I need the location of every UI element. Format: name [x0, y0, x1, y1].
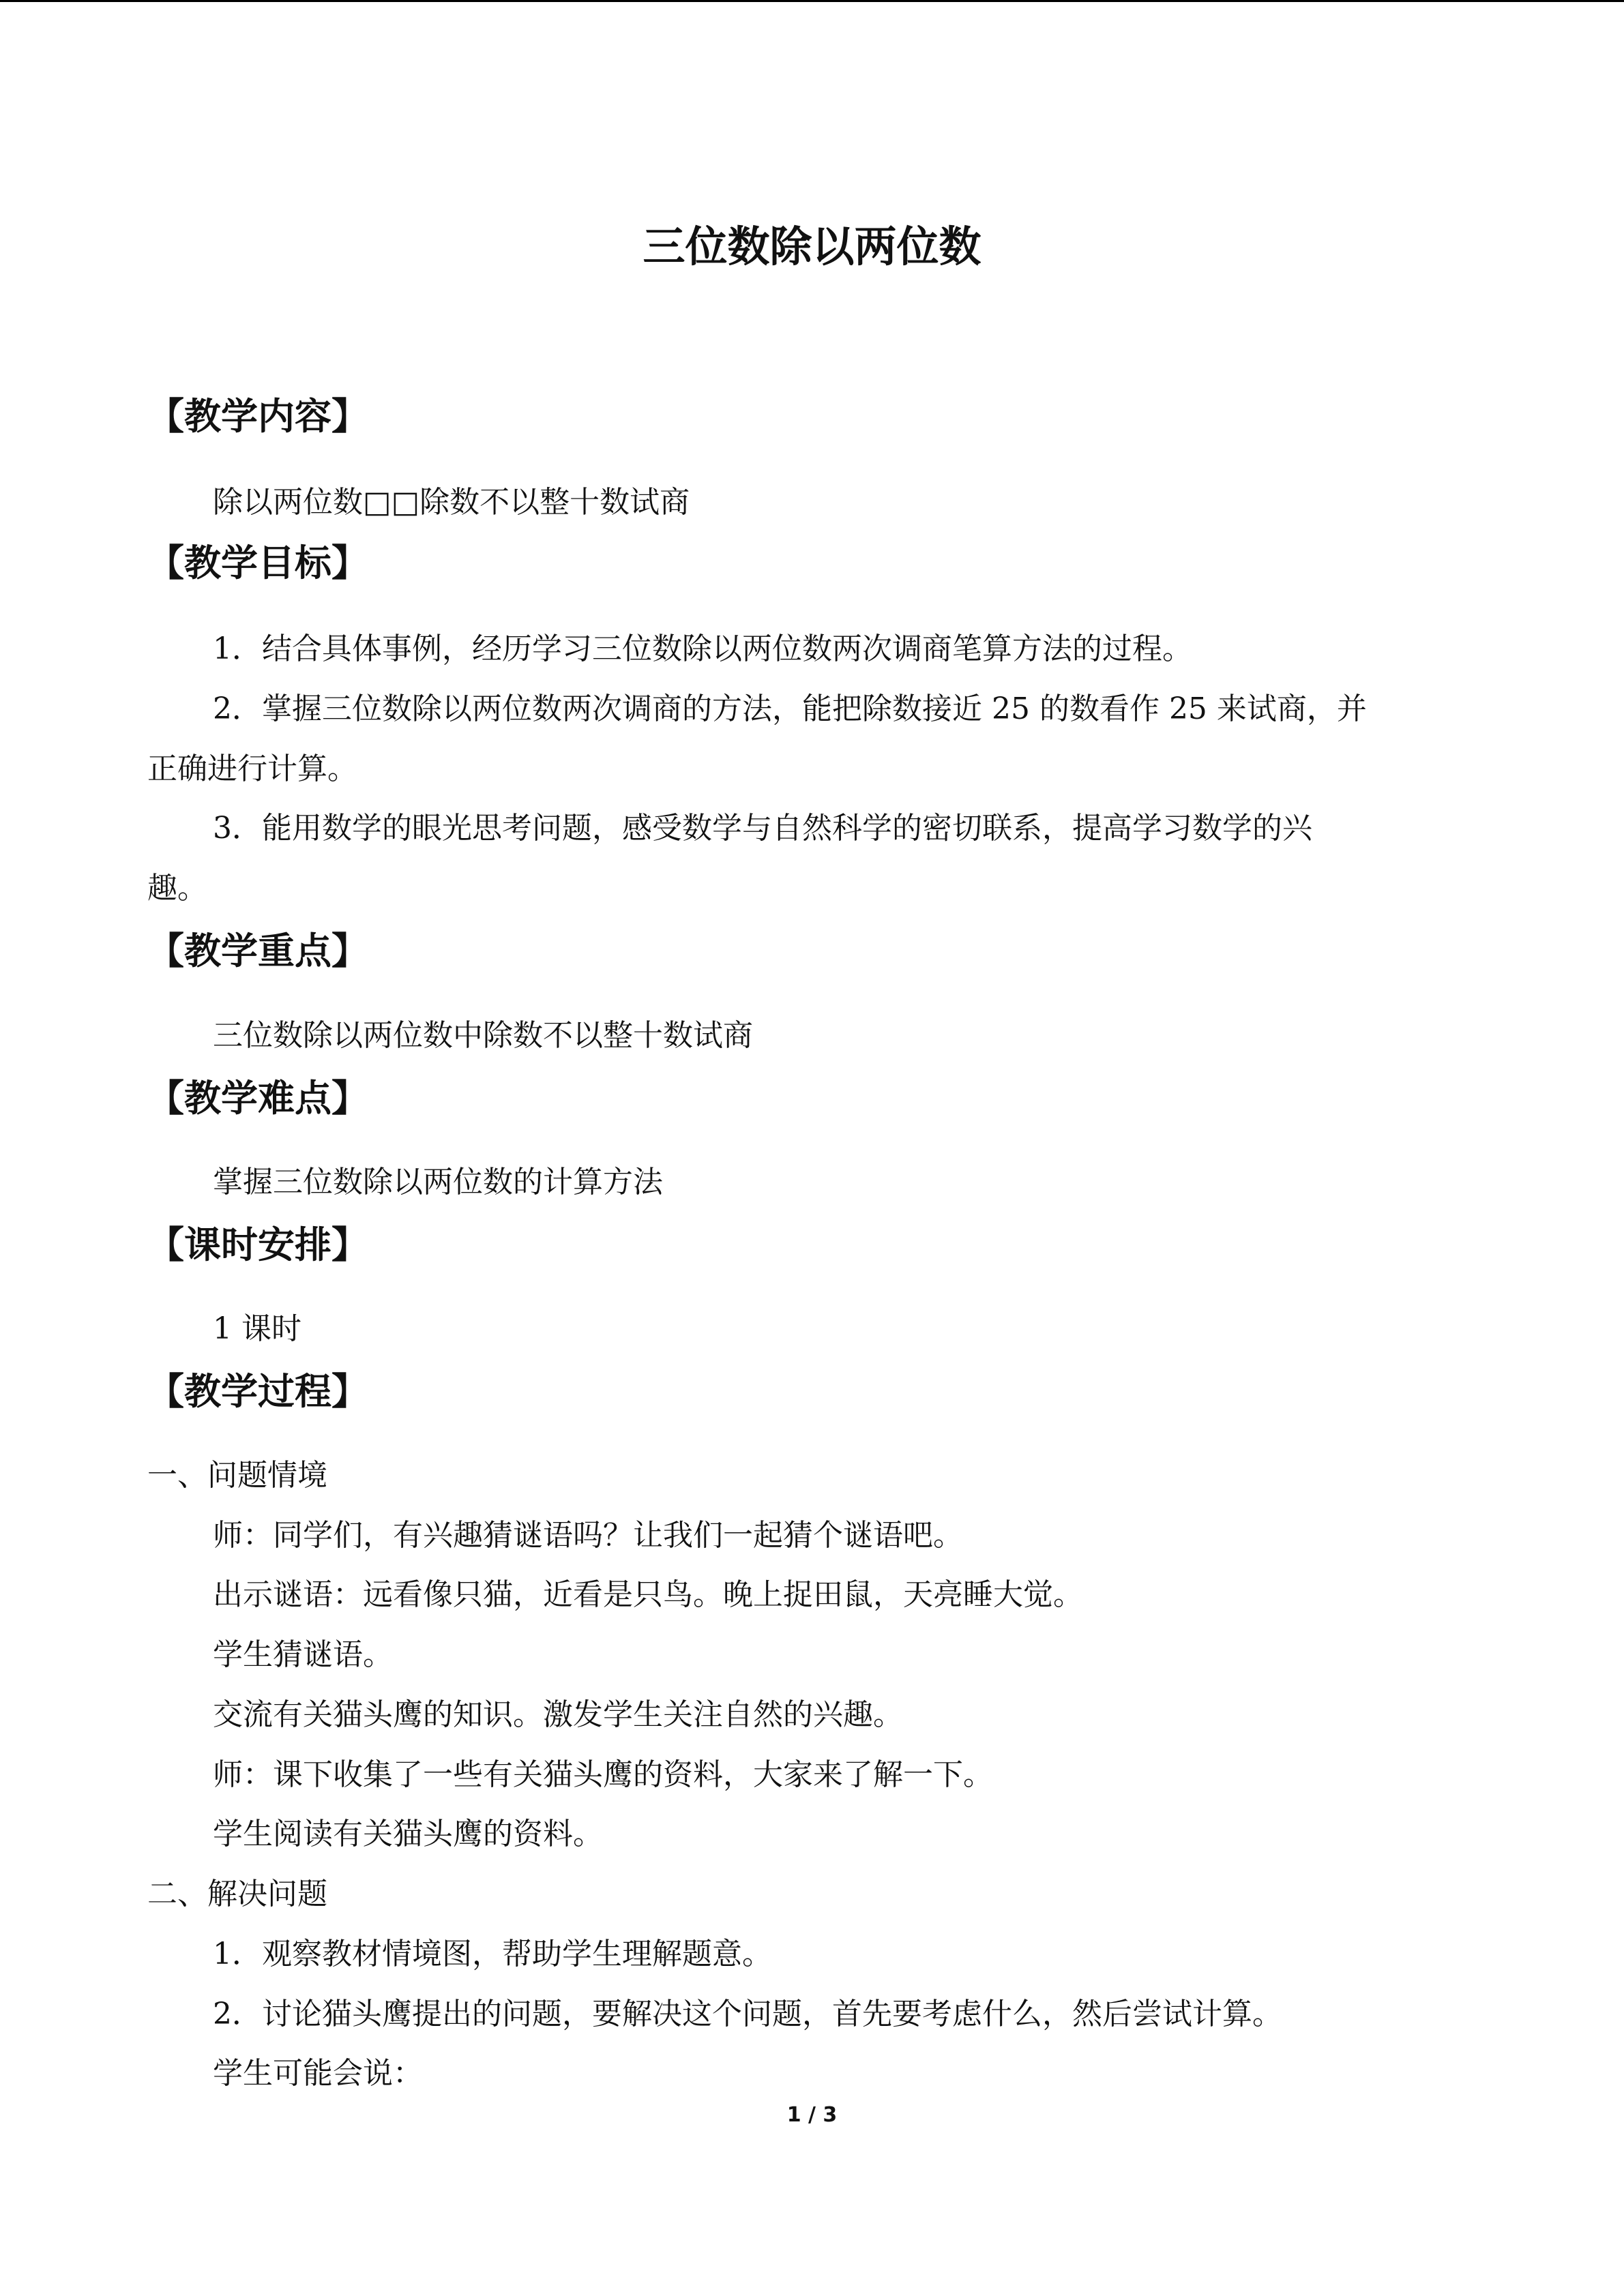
goal-3-line-2: 趣。 [147, 871, 207, 906]
process-part-2-line: 2．讨论猫头鹰提出的问题，要解决这个问题，首先要考虑什么，然后尝试计算。 [213, 1997, 1282, 2031]
process-part-1-line: 交流有关猫头鹰的知识。激发学生关注自然的兴趣。 [213, 1697, 903, 1732]
difficulties-text: 掌握三位数除以两位数的计算方法 [213, 1165, 663, 1199]
page-number: 1 / 3 [786, 2103, 838, 2127]
process-part-1-line: 师：同学们，有兴趣猜谜语吗？让我们一起猜个谜语吧。 [213, 1518, 963, 1553]
process-part-1-line: 出示谜语：远看像只猫，近看是只鸟。晚上捉田鼠，天亮睡大觉。 [213, 1577, 1083, 1612]
page-title: 三位数除以两位数 [643, 222, 981, 271]
heading-difficulties: 【教学难点】 [147, 1076, 368, 1120]
process-part-2-line: 学生可能会说： [213, 2056, 423, 2091]
goal-2-line-2: 正确进行计算。 [147, 751, 357, 786]
goal-2-line-1: 2．掌握三位数除以两位数两次调商的方法，能把除数接近 25 的数看作 25 来试商，并 [213, 691, 1367, 726]
process-part-1-line: 学生猜谜语。 [213, 1637, 393, 1672]
process-part-1-line: 师：课下收集了一些有关猫头鹰的资料，大家来了解一下。 [213, 1757, 993, 1792]
goal-3-line-1: 3．能用数学的眼光思考问题，感受数学与自然科学的密切联系，提高学习数学的兴 [213, 811, 1312, 846]
process-part-1-title: 一、问题情境 [147, 1458, 327, 1493]
key-points-text: 三位数除以两位数中除数不以整十数试商 [213, 1018, 753, 1053]
page-top-border [0, 0, 1624, 2]
process-part-1-line: 学生阅读有关猫头鹰的资料。 [213, 1817, 603, 1851]
schedule-text: 1 课时 [213, 1311, 301, 1346]
teaching-content-text: 除以两位数□□除数不以整十数试商 [213, 485, 690, 520]
heading-key-points: 【教学重点】 [147, 929, 368, 972]
process-part-2-line: 1．观察教材情境图，帮助学生理解题意。 [213, 1937, 772, 1971]
heading-schedule: 【课时安排】 [147, 1223, 368, 1266]
goal-1: 1．结合具体事例，经历学习三位数除以两位数两次调商笔算方法的过程。 [213, 631, 1192, 666]
process-part-2-title: 二、解决问题 [147, 1877, 327, 1911]
heading-teaching-process: 【教学过程】 [147, 1369, 368, 1413]
heading-teaching-goals: 【教学目标】 [147, 541, 368, 584]
heading-teaching-content: 【教学内容】 [147, 394, 368, 438]
